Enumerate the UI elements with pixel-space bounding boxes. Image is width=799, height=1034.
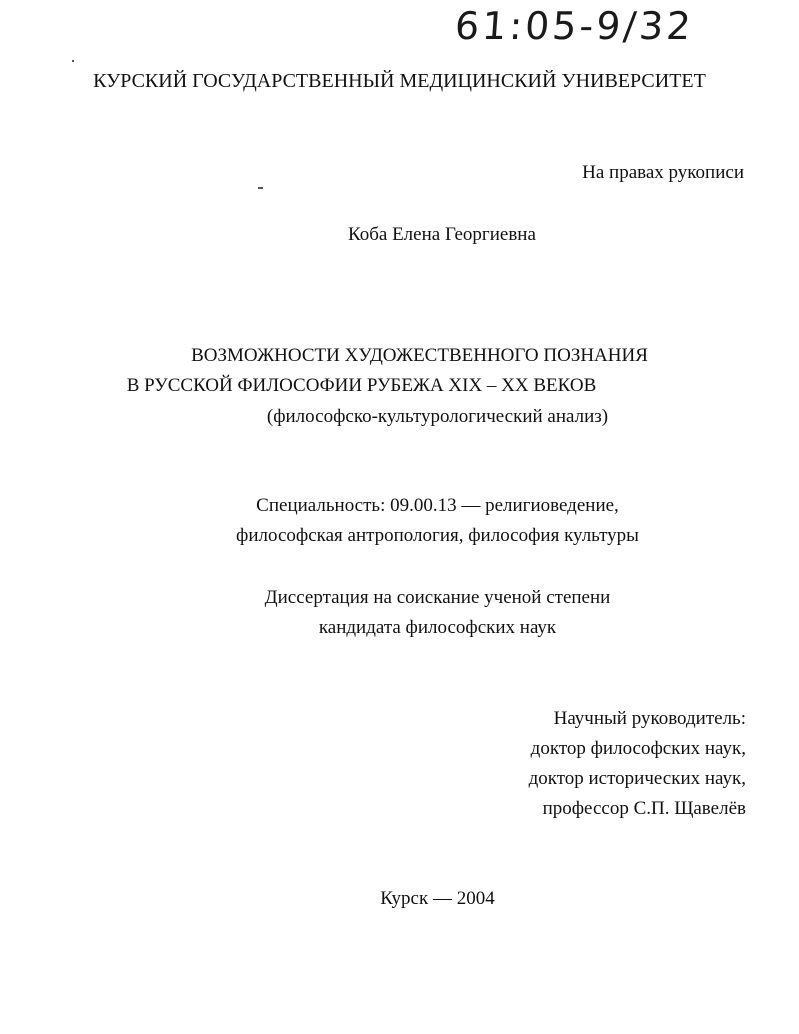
degree-line-2: кандидата философских наук — [318, 617, 557, 638]
scan-speck — [72, 60, 74, 62]
thesis-subtitle: (философско-культурологический анализ) — [266, 406, 609, 427]
degree-line-1: Диссертация на соискание ученой степени — [264, 587, 611, 608]
thesis-title-line-1: ВОЗМОЖНОСТИ ХУДОЖЕСТВЕННОГО ПОЗНАНИЯ — [191, 345, 648, 366]
author-name: Коба Елена Георгиевна — [348, 224, 536, 245]
manuscript-rights-note: На правах рукописи — [582, 162, 744, 183]
scan-speck — [258, 187, 263, 189]
handwritten-archive-number: 61:05-9/32 — [453, 4, 696, 48]
specialty-line-2: философская антропология, философия культуры — [236, 525, 639, 546]
supervisor-degree-1: доктор философских наук, — [530, 738, 746, 759]
supervisor-degree-2: доктор исторических наук, — [528, 768, 746, 789]
supervisor-label: Научный руководитель: — [553, 708, 746, 729]
university-name: КУРСКИЙ ГОСУДАРСТВЕННЫЙ МЕДИЦИНСКИЙ УНИВЕРСИТЕТ — [93, 70, 706, 92]
city-year: Курск — 2004 — [380, 888, 495, 909]
thesis-title-line-2: В РУССКОЙ ФИЛОСОФИИ РУБЕЖА XIX – XX ВЕКОВ — [126, 375, 597, 396]
specialty-line-1: Специальность: 09.00.13 — религиоведение, — [256, 495, 619, 516]
supervisor-name: профессор С.П. Щавелёв — [542, 798, 746, 819]
